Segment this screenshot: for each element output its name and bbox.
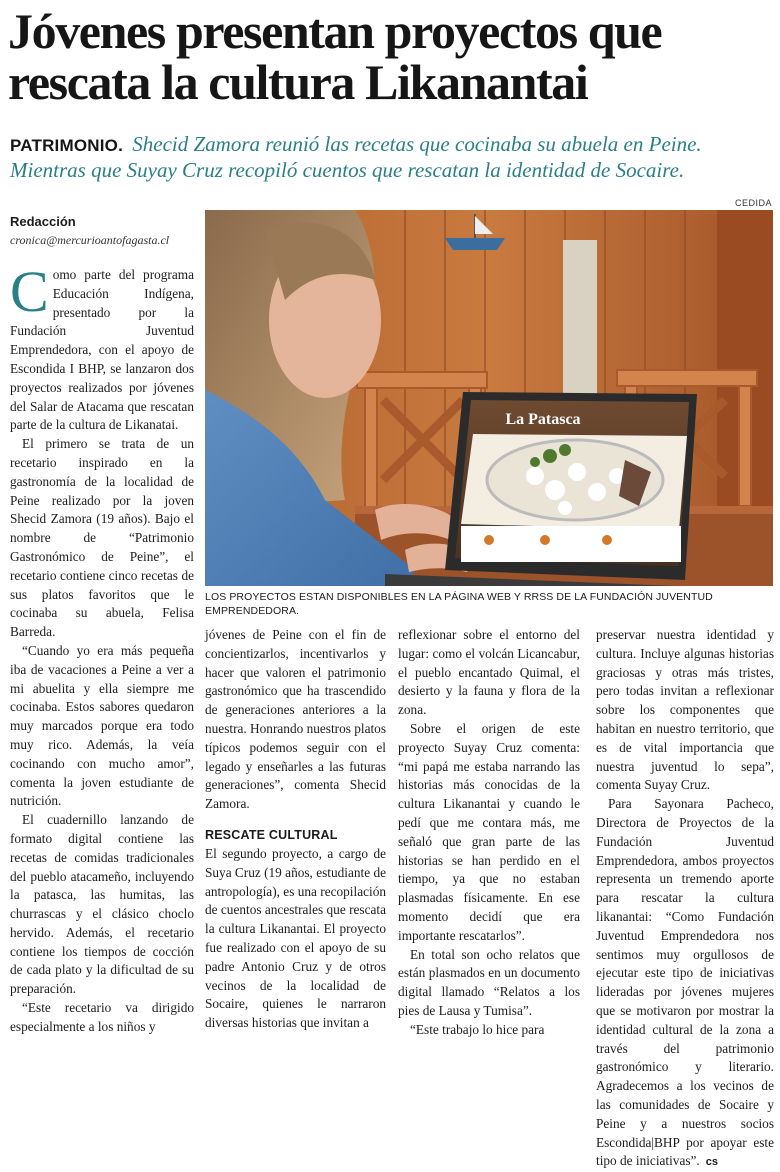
paragraph-7: Sobre el origen de este proyecto Suyay Cruz comenta: “mi papá me estaba narrando las historias más conocidas de la cultura Likanantai y cuando le pedí que me contara más, me señaló que gran parte de las historias se han perdido en el tiempo, ya que no estaban plasmadas físicamente. En ese momento decidí que era importante rescatarlos”. <box>398 720 580 943</box>
paragraph-10 <box>596 795 774 1172</box>
article-column-1 <box>10 259 194 1037</box>
photo-credit: CEDIDA <box>734 198 772 208</box>
paragraph-8: En total son ocho relatos que están plasmados en un documento digital llamado “Relatos a los pies de Lausa y Tumisa”. <box>398 946 580 1018</box>
article-photo <box>205 210 773 586</box>
article-column-4 <box>596 626 774 1172</box>
paragraph-2: El primero se trata de un recetario inspirado en la gastronomía de la localidad de Peine realizado por la joven Shecid Zamora (19 años). Bajo el nombre de “Patrimonio Gastronómico de Peine”, el recetario contiene cinco recetas de sus platos favoritos que le cocinaba su abuela, Felisa Barreda. <box>10 436 194 640</box>
paragraph-1-text: omo parte del programa Educación Indígena, presentado por la Fundación Juventud Emprendedora, con el apoyo de Escondida I BHP, se lanzaron dos proyectos realizados por jóvenes del Salar de Atacama que rescatan parte de la cultura de Likanatai. <box>10 267 194 433</box>
paragraph-1 <box>10 259 194 435</box>
article-column-2 <box>205 626 386 1033</box>
paragraph-10-text: Para Sayonara Pacheco, Directora de Proyectos de la Fundación Juventud Emprendedora, ambos proyectos representa un tremendo aporte para rescatar la cultura likanantai: “Como Fundación Juventud Emprendedora nos sentimos muy orgullosos de ejecutar este tipo de iniciativas lideradas por jóvenes mujeres que se motivaron por mostrar la identidad cultural de la zona a través del patrimonio gastronómico y literario. Agradecemos a los vecinos de las comunidades de Socaire y Peine y a nuestros socios Escondida|BHP por apoyar este tipo de iniciativas”. <box>596 796 774 1169</box>
deck-text: Shecid Zamora reunió las recetas que cocinaba su abuela en Peine. Mientras que Suyay Cruz recopiló cuentos que rescatan la identidad de Socaire. <box>10 132 702 182</box>
subhead: RESCATE CULTURAL <box>205 827 338 842</box>
kicker: PATRIMONIO. <box>10 136 124 155</box>
laptop-screen-title: La Patasca <box>505 411 581 428</box>
end-mark: cs <box>705 1156 719 1169</box>
paragraph-9-continued: preservar nuestra identidad y cultura. Incluye algunas historias graciosas y otras más tristes, pero todas invitan a reflexionar sobre los componentes que habitan en nuestro territorio, que es de vital importancia que nuestra juventud lo sepa”, comenta Suyay Cruz. <box>596 627 774 793</box>
article-column-3 <box>398 626 580 1040</box>
paragraph-3: “Cuando yo era más pequeña iba de vacaciones a Peine a ver a mi abuelita y ella siempre me cocinaba. Estos sabores quedaron muy marcados porque era todo muy rico. Además, la veía cocinando con mucho amor”, comenta la joven estudiante de nutrición. <box>10 642 194 809</box>
byline <box>10 214 200 248</box>
paragraph-5-continued: jóvenes de Peine con el fin de concientizarlos, incentivarlos y hacer que valoren el patrimonio gastronómico que ha trascendido de generaciones anteriores a la nuestra. Honrando nuestros platos típicos podemos seguir con el legado y enseñarles a las futuras generaciones”, comenta Shecid Zamora. <box>205 627 386 812</box>
author-email: cronica@mercurioantofagasta.cl <box>10 233 170 247</box>
author: Redacción <box>10 214 76 229</box>
drop-cap: C <box>10 259 49 324</box>
paragraph-5: “Este recetario va dirigido especialmente a los niños y <box>10 1000 194 1034</box>
paragraph-4: El cuadernillo lanzando de formato digital contiene las recetas de comidas tradicionales del pueblo atacameño, incluyendo la patasca, las humitas, las churrascas y el clásico choclo hervido. Además, el recetario contiene los tiempos de cocción de cada plato y la dificultad de su preparación. <box>10 812 194 997</box>
paragraph-6-continued: reflexionar sobre el entorno del lugar: como el volcán Licancabur, el pueblo encantado Quimal, el desierto y la fauna y flora de la zona. <box>398 627 580 718</box>
headline: Jóvenes presentan proyectos que rescata la cultura Likanantai <box>8 3 662 110</box>
deck <box>10 132 776 182</box>
paragraph-9: “Este trabajo lo hice para <box>410 1021 545 1037</box>
photo-caption: LOS PROYECTOS ESTAN DISPONIBLES EN LA PÁGINA WEB Y RRSS DE LA FUNDACIÓN JUVENTUD EMPRENDEDORA. <box>205 591 713 617</box>
paragraph-6: El segundo proyecto, a cargo de Suya Cruz (19 años, estudiante de antropología), es una recopilación de cuentos ancestrales que rescata la cultura Likanantai. El proyecto fue realizado con el apoyo de su padre Antonio Cruz y de otros vecinos de la localidad de Socaire, quienes le narraron diversas historias que invitan a <box>205 845 386 1031</box>
